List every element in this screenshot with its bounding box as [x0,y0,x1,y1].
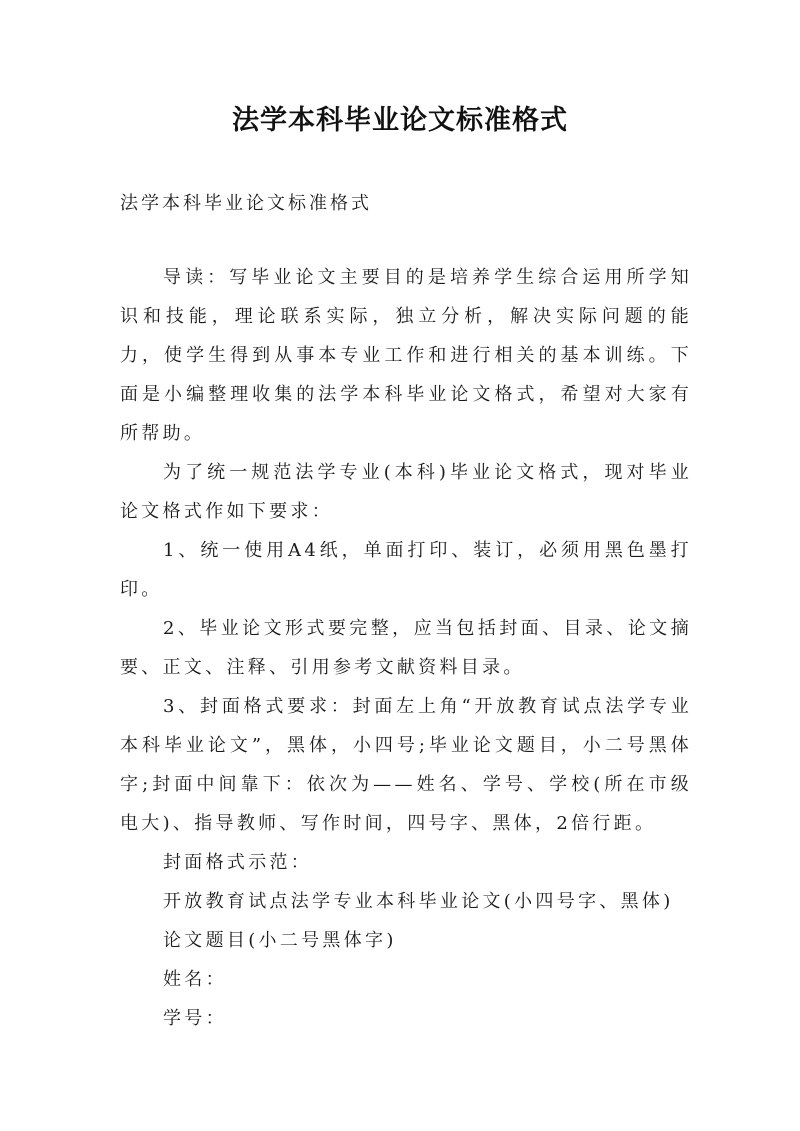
paragraph-rule-1: 1、统一使用A4纸，单面打印、装订，必须用黑色墨打印。 [120,540,692,600]
document-title: 法学本科毕业论文标准格式 [232,105,568,136]
paragraph-requirements-intro: 为了统一规范法学专业(本科)毕业论文格式，现对毕业论文格式作如下要求： [120,462,692,522]
document-body [120,258,692,1038]
paragraph-cover-name: 姓名： [163,969,227,990]
paragraph-cover-title: 论文题目(小二号黑体字) [163,930,397,951]
paragraph-cover-student-id: 学号： [163,1008,227,1029]
document-subtitle: 法学本科毕业论文标准格式 [120,193,372,214]
paragraph-intro: 导读：写毕业论文主要目的是培养学生综合运用所学知识和技能，理论联系实际，独立分析，解决实际问题的能力，使学生得到从事本专业工作和进行相关的基本训练。下面是小编整理收集的法学本科毕业论文格式，希望对大家有所帮助。 [120,267,692,444]
paragraph-rule-3: 3、封面格式要求：封面左上角“开放教育试点法学专业本科毕业论文”，黑体，小四号;毕业论文题目，小二号黑体字;封面中间靠下：依次为——姓名、学号、学校(所在市级电大)、指导教师、写作时间，四号字、黑体，2倍行距。 [120,696,692,834]
paragraph-rule-2: 2、毕业论文形式要完整，应当包括封面、目录、论文摘要、正文、注释、引用参考文献资料目录。 [120,618,692,678]
paragraph-cover-example-label: 封面格式示范： [163,852,313,873]
paragraph-cover-header: 开放教育试点法学专业本科毕业论文(小四号字、黑体) [163,891,674,912]
